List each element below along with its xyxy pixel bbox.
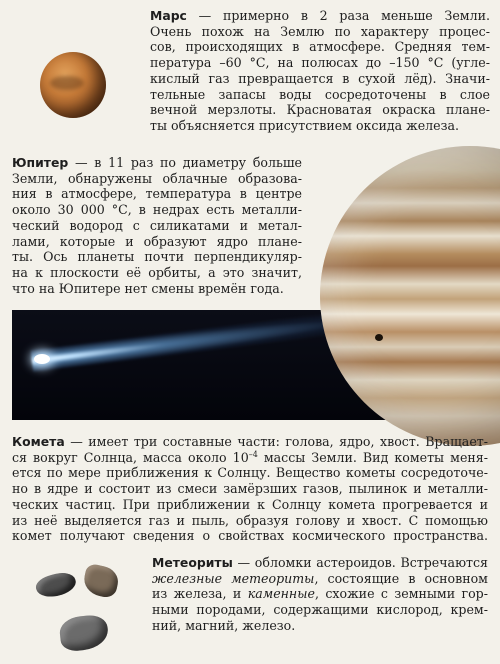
comet-paragraph xyxy=(12,434,488,544)
jupiter-line: на к плоскости её орбиты, а это значит, xyxy=(12,264,302,280)
mars-line: ты объясняется присутствием оксида железа. xyxy=(150,117,460,133)
jupiter-line: Юпитер — в 11 раз по диаметру больше xyxy=(12,155,302,170)
comet-head xyxy=(34,354,50,364)
meteorite-rock-2 xyxy=(81,563,120,599)
comet-line: комет получают сведения о свойствах космического пространства. xyxy=(12,528,488,544)
comet-line: ческих частиц. При приближении к Солнцу комета прогревается и xyxy=(12,496,488,512)
mars-line: тельные запасы воды сосредоточены в слое xyxy=(150,86,490,102)
mars-line: Марс — примерно в 2 раза меньше Земли. xyxy=(150,8,490,23)
meteorites-line-3: из железа, и каменные, схожие с земными гор- xyxy=(152,586,488,602)
jupiter-line: ческий водород с силикатами и метал- xyxy=(12,217,302,233)
exponent: –4 xyxy=(248,449,258,459)
jupiter-line: ты. Ось планеты почти перпендикуляр- xyxy=(12,249,302,265)
meteorites-line: ний, магний, железо. xyxy=(152,617,296,633)
comet-line: ется по мере приближения к Солнцу. Вещество кометы сосредоточе- xyxy=(12,465,488,481)
comet-tail xyxy=(31,311,351,372)
meteorite-rock-3 xyxy=(58,614,109,653)
comet-line: из неё выделяется газ и пыль, образуя голову и хвост. С помощью xyxy=(12,512,488,528)
jupiter-line: около 30 000 °С, в недрах есть металли- xyxy=(12,202,302,218)
jupiter-term: Юпитер xyxy=(12,155,69,170)
meteorites-paragraph xyxy=(152,555,488,634)
mars-line: кислый газ превращается в сухой лёд). Значи- xyxy=(150,70,490,86)
meteorites-term: Метеориты xyxy=(152,555,233,570)
jupiter-line: что на Юпитере нет смены времён года. xyxy=(12,280,284,296)
mars-line: сов, происходящих в атмосфере. Средняя тем- xyxy=(150,39,490,55)
mars-image xyxy=(40,52,106,118)
jupiter-line: лами, которые и образуют ядро плане- xyxy=(12,233,302,249)
jupiter-paragraph xyxy=(12,155,302,296)
mars-line: пература –60 °С, на полюсах до –150 °С (угле- xyxy=(150,55,490,71)
meteorites-line-1: Метеориты — обломки астероидов. Встречаются xyxy=(152,555,488,570)
meteorite-rock-1 xyxy=(34,568,79,601)
mars-paragraph xyxy=(150,8,490,134)
meteorites-line-2: железные метеориты, состоящие в основном xyxy=(152,570,488,586)
comet-line-1: Комета — имеет три составные части: голова, ядро, хвост. Вращает- xyxy=(12,434,488,449)
mars-line: Очень похож на Землю по характеру процес- xyxy=(150,23,490,39)
jupiter-line: Земли, обнаружены облачные образова- xyxy=(12,170,302,186)
comet-term: Комета xyxy=(12,434,65,449)
comet-line: но в ядре и состоит из смеси замёрзших газов, пылинок и металли- xyxy=(12,481,488,497)
meteorites-line: ными породами, содержащими кислород, крем- xyxy=(152,602,488,618)
mars-line: вечной мерзлоты. Красноватая окраска плане- xyxy=(150,102,490,118)
comet-line-2: ся вокруг Солнца, масса около $10^{-4}$ массы Земли. Вид кометы меня- xyxy=(12,449,488,465)
jupiter-line: ния в атмосфере, температура в центре xyxy=(12,186,302,202)
moon-shadow xyxy=(375,334,383,341)
mars-term: Марс xyxy=(150,8,187,23)
